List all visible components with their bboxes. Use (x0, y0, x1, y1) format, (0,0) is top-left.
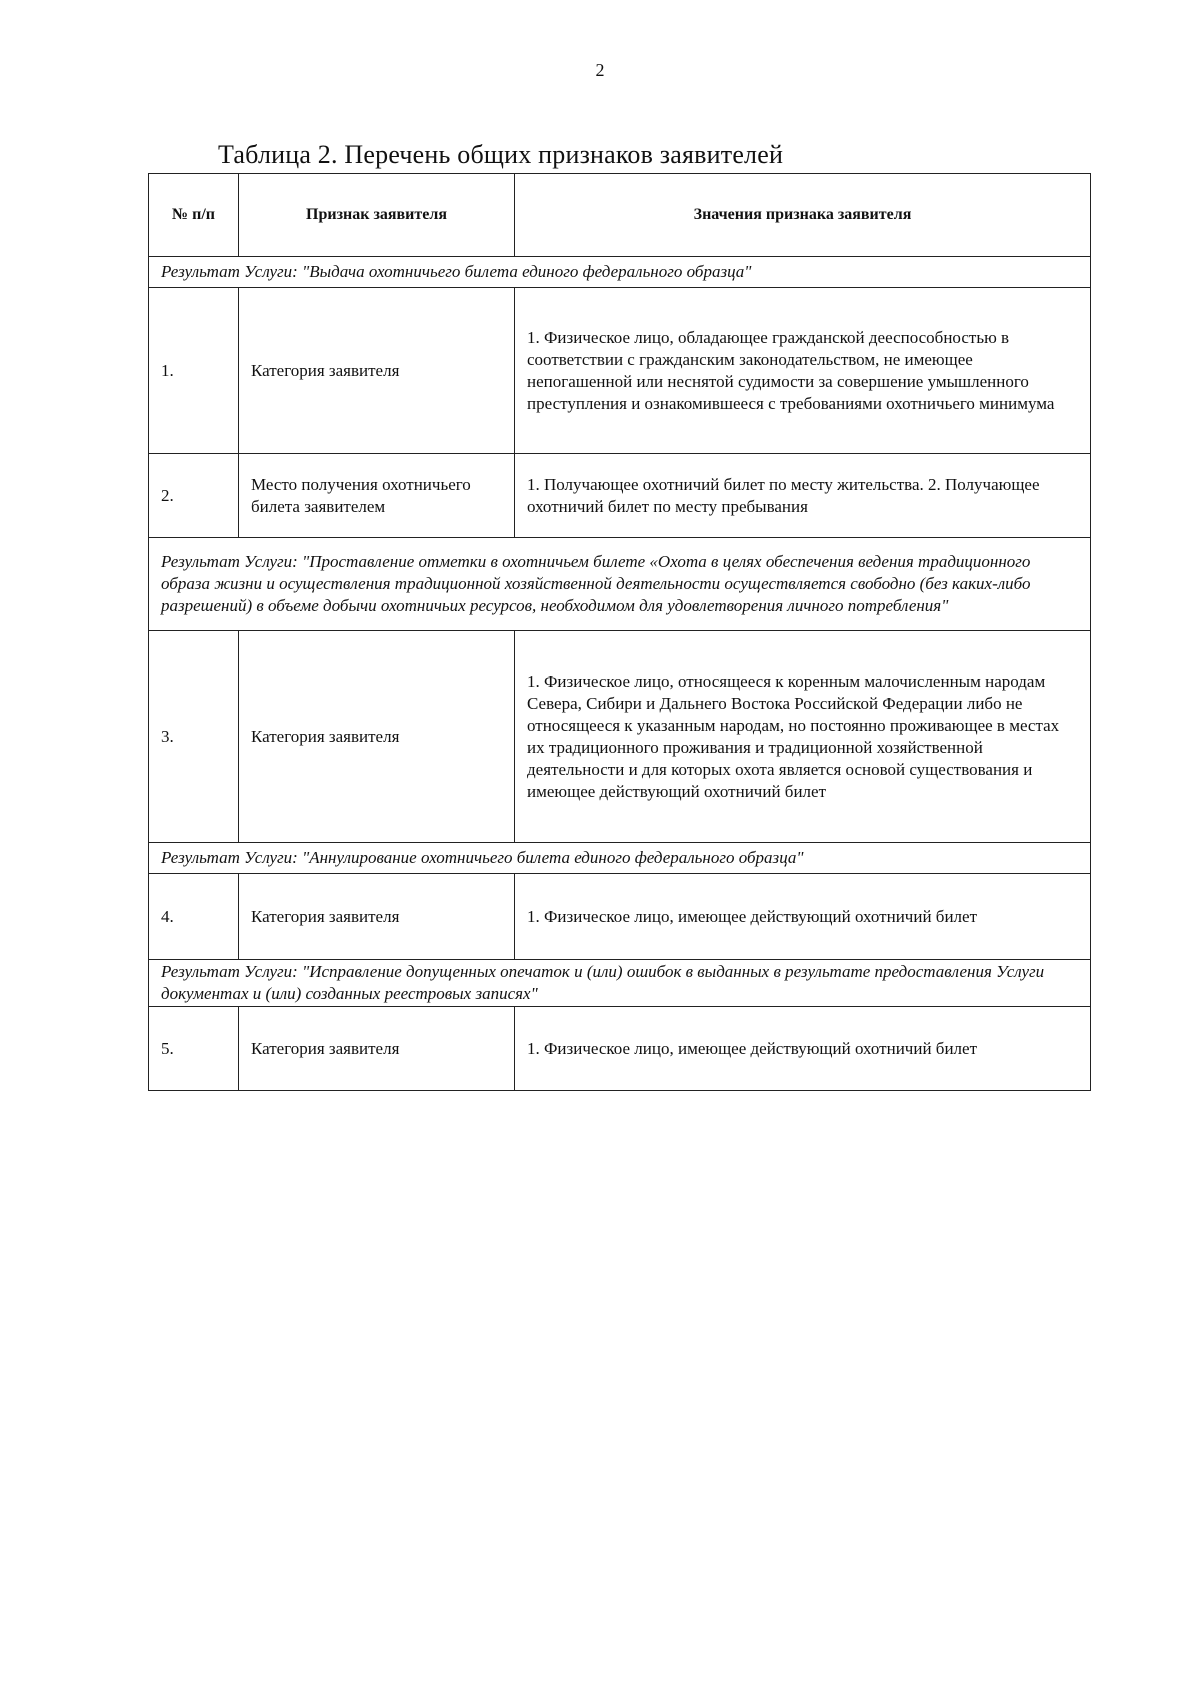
header-attribute: Признак заявителя (239, 174, 515, 257)
row-attribute: Категория заявителя (239, 1007, 515, 1091)
row-number: 5. (149, 1007, 239, 1091)
row-number: 2. (149, 454, 239, 538)
section-result-row (149, 843, 1091, 874)
table-header-row (149, 174, 1091, 257)
row-number: 1. (149, 288, 239, 454)
table-row (149, 1007, 1091, 1091)
section-result-label: Результат Услуги: "Исправление допущенных опечаток и (или) ошибок в выданных в результате предоставления Услуги документах и (или) созданных реестровых записях" (149, 960, 1091, 1007)
section-result-row (149, 257, 1091, 288)
row-attribute: Категория заявителя (239, 631, 515, 843)
section-result-label: Результат Услуги: "Аннулирование охотничьего билета единого федерального образца" (149, 843, 1091, 874)
row-attribute: Категория заявителя (239, 874, 515, 960)
section-result-label: Результат Услуги: "Выдача охотничьего билета единого федерального образца" (149, 257, 1091, 288)
row-value: 1. Физическое лицо, имеющее действующий охотничий билет (515, 1007, 1091, 1091)
row-value: 1. Физическое лицо, обладающее гражданской дееспособностью в соответствии с гражданским законодательством, не имеющее непогашенной или неснятой судимости за совершение умышленного преступления и ознакомившееся с требованиями охотничьего минимума (515, 288, 1091, 454)
table-row (149, 874, 1091, 960)
table-row (149, 288, 1091, 454)
header-value: Значения признака заявителя (515, 174, 1091, 257)
page-number: 2 (595, 60, 605, 80)
row-value: 1. Получающее охотничий билет по месту жительства. 2. Получающее охотничий билет по месту пребывания (515, 454, 1091, 538)
table-title: Таблица 2. Перечень общих признаков заявителей (218, 140, 784, 169)
row-number: 3. (149, 631, 239, 843)
row-attribute: Категория заявителя (239, 288, 515, 454)
section-result-label: Результат Услуги: "Проставление отметки в охотничьем билете «Охота в целях обеспечения ведения традиционного образа жизни и осуществления традиционной хозяйственной деятельности осуществляется свободно (без каких-либо разрешений) в объеме добычи охотничьих ресурсов, необходимом для удовлетворения личного потребления" (149, 538, 1091, 631)
table-row (149, 454, 1091, 538)
row-value: 1. Физическое лицо, относящееся к коренным малочисленным народам Севера, Сибири и Дальнего Востока Российской Федерации либо не относящееся к указанным народам, но постоянно проживающее в местах их традиционного проживания и традиционной хозяйственной деятельности и для которых охота является основой существования и имеющее действующий охотничий билет (515, 631, 1091, 843)
section-result-row (149, 538, 1091, 631)
row-number: 4. (149, 874, 239, 960)
row-attribute: Место получения охотничьего билета заявителем (239, 454, 515, 538)
table-row (149, 631, 1091, 843)
row-value: 1. Физическое лицо, имеющее действующий охотничий билет (515, 874, 1091, 960)
header-number: № п/п (149, 174, 239, 257)
applicant-attributes-table (148, 173, 1091, 1091)
section-result-row (149, 960, 1091, 1007)
